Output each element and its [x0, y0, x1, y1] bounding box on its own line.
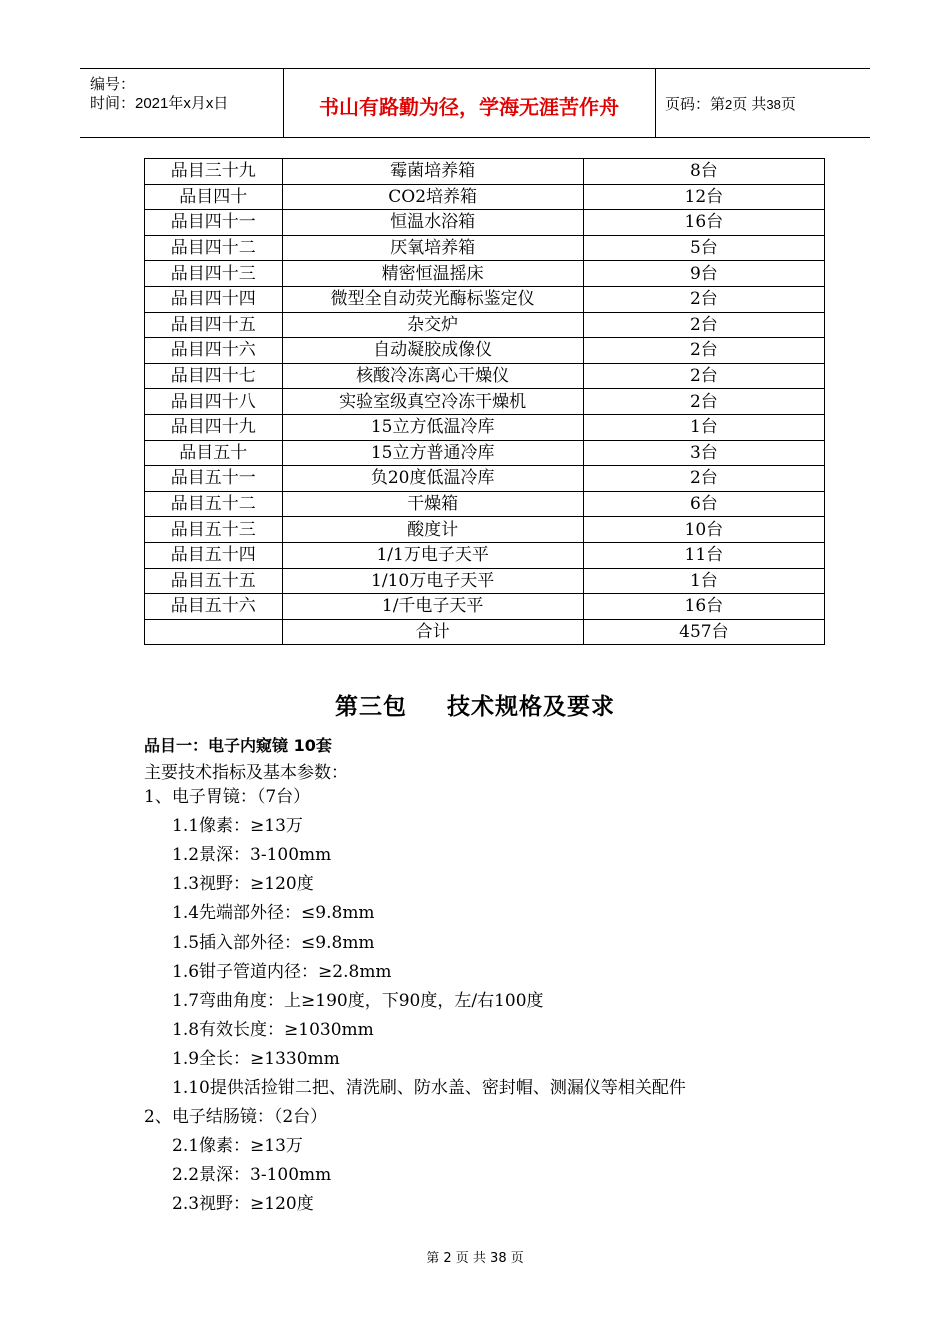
table-row [145, 261, 825, 287]
page-info-suffix: 页 [780, 96, 796, 113]
item-name-cell: 干燥箱 [282, 491, 583, 517]
item-number-cell: 品目四十一 [145, 210, 283, 236]
table-row [145, 491, 825, 517]
item-name-cell: 微型全自动荧光酶标鉴定仪 [282, 286, 583, 312]
item-name-cell: 厌氧培养箱 [282, 235, 583, 261]
page-info-mid: 页 共 [732, 96, 767, 113]
item-qty-cell: 12台 [583, 184, 824, 210]
spec-item: 1.7弯曲角度：上≥190度，下90度，左/右100度 [172, 990, 544, 1011]
item-qty-cell: 16台 [583, 210, 824, 236]
item-number-cell: 品目五十 [145, 440, 283, 466]
table-row [145, 619, 825, 645]
table-row [145, 466, 825, 492]
item-qty-cell: 6台 [583, 491, 824, 517]
item-qty-cell: 5台 [583, 235, 824, 261]
item-name-cell: 恒温水浴箱 [282, 210, 583, 236]
table-row [145, 389, 825, 415]
header-left-cell [80, 69, 284, 137]
item-number-cell: 品目四十 [145, 184, 283, 210]
item-qty-cell: 11台 [583, 542, 824, 568]
spec-item: 1.6钳子管道内径：≥2.8mm [172, 961, 392, 982]
item-name-cell: 负20度低温冷库 [282, 466, 583, 492]
item-number-cell: 品目五十五 [145, 568, 283, 594]
item-name-cell: 酸度计 [282, 517, 583, 543]
item-qty-cell: 2台 [583, 286, 824, 312]
item-qty-cell: 10台 [583, 517, 824, 543]
spec-group-heading: 1、电子胃镜：（7台） [144, 787, 311, 807]
table-row [145, 542, 825, 568]
table-row [145, 363, 825, 389]
intro-text: 主要技术指标及基本参数： [144, 763, 348, 783]
table-row [145, 414, 825, 440]
item-number-cell: 品目四十三 [145, 261, 283, 287]
item-qty-cell: 8台 [583, 159, 824, 185]
item-name-cell: 核酸冷冻离心干燥仪 [282, 363, 583, 389]
table-row [145, 568, 825, 594]
spec-item: 1.8有效长度：≥1030mm [172, 1019, 374, 1040]
item-number-cell: 品目四十四 [145, 286, 283, 312]
item-name-cell: 1/10万电子天平 [282, 568, 583, 594]
item-number-cell: 品目四十八 [145, 389, 283, 415]
table-row [145, 594, 825, 620]
item-qty-cell: 457台 [583, 619, 824, 645]
item-qty-cell: 2台 [583, 338, 824, 364]
header-page-info [665, 93, 796, 114]
table-row [145, 210, 825, 236]
item-number-cell: 品目四十六 [145, 338, 283, 364]
table-row [145, 440, 825, 466]
equipment-table [144, 158, 825, 645]
table-row [145, 312, 825, 338]
item-qty-cell: 1台 [583, 414, 824, 440]
section-title-part-b: 技术规格及要求 [447, 694, 615, 720]
page-header [80, 68, 870, 138]
item-qty-cell: 1台 [583, 568, 824, 594]
item-qty-cell: 2台 [583, 466, 824, 492]
spec-item: 1.5插入部外径：≤9.8mm [172, 932, 375, 953]
table-row [145, 184, 825, 210]
item-number-cell: 品目五十二 [145, 491, 283, 517]
item-number-cell: 品目五十一 [145, 466, 283, 492]
motto-text: 书山有路勤为径，学海无涯苦作舟 [319, 95, 619, 119]
table-row [145, 159, 825, 185]
item-name-cell: 精密恒温摇床 [282, 261, 583, 287]
item-number-cell: 品目五十四 [145, 542, 283, 568]
section-title-part-a: 第三包 [335, 694, 407, 720]
table-row [145, 286, 825, 312]
item-name-cell: 实验室级真空冷冻干燥机 [282, 389, 583, 415]
spec-item: 2.2景深：3-100mm [172, 1165, 332, 1186]
item-name-cell: 自动凝胶成像仪 [282, 338, 583, 364]
item-name-cell: 合计 [282, 619, 583, 645]
item-number-cell: 品目五十三 [145, 517, 283, 543]
header-motto-cell [283, 69, 656, 137]
date-label: 时间：2021年x月x日 [90, 95, 229, 112]
spec-item: 1.1像素：≥13万 [172, 816, 303, 837]
item-qty-cell: 3台 [583, 440, 824, 466]
item-qty-cell: 2台 [583, 389, 824, 415]
page-current: 2 [725, 97, 733, 112]
item-qty-cell: 16台 [583, 594, 824, 620]
item-name-cell: 1/千电子天平 [282, 594, 583, 620]
item-number-cell: 品目四十五 [145, 312, 283, 338]
item-heading: 品目一：电子内窥镜 10套 [144, 736, 332, 755]
serial-label: 编号： [90, 76, 136, 93]
page-info-prefix: 页码：第 [665, 96, 726, 113]
item-qty-cell: 2台 [583, 363, 824, 389]
item-name-cell: CO2培养箱 [282, 184, 583, 210]
item-name-cell: 霉菌培养箱 [282, 159, 583, 185]
item-number-cell: 品目四十九 [145, 414, 283, 440]
item-number-cell: 品目四十二 [145, 235, 283, 261]
item-number-cell [145, 619, 283, 645]
equipment-table-body [145, 159, 825, 645]
item-qty-cell: 9台 [583, 261, 824, 287]
spec-item: 1.2景深：3-100mm [172, 845, 332, 866]
item-number-cell: 品目五十六 [145, 594, 283, 620]
header-page-cell [655, 69, 870, 137]
table-row [145, 235, 825, 261]
item-name-cell: 杂交炉 [282, 312, 583, 338]
spec-group-heading: 2、电子结肠镜：（2台） [144, 1107, 328, 1128]
spec-item: 1.4先端部外径：≤9.8mm [172, 903, 375, 924]
item-qty-cell: 2台 [583, 312, 824, 338]
item-number-cell: 品目四十七 [145, 363, 283, 389]
table-row [145, 338, 825, 364]
spec-item: 2.1像素：≥13万 [172, 1136, 303, 1157]
item-name-cell: 15立方普通冷库 [282, 440, 583, 466]
section-title [0, 688, 950, 721]
spec-item: 1.9全长：≥1330mm [172, 1048, 340, 1069]
item-name-cell: 15立方低温冷库 [282, 414, 583, 440]
item-name-cell: 1/1万电子天平 [282, 542, 583, 568]
table-row [145, 517, 825, 543]
spec-item: 2.3视野：≥120度 [172, 1194, 314, 1215]
spec-item: 1.3视野：≥120度 [172, 874, 314, 895]
item-number-cell: 品目三十九 [145, 159, 283, 185]
page-total: 38 [766, 97, 781, 112]
spec-item: 1.10提供活捡钳二把、清洗刷、防水盖、密封帽、测漏仪等相关配件 [172, 1078, 686, 1098]
page-footer: 第 2 页 共 38 页 [426, 1251, 524, 1266]
